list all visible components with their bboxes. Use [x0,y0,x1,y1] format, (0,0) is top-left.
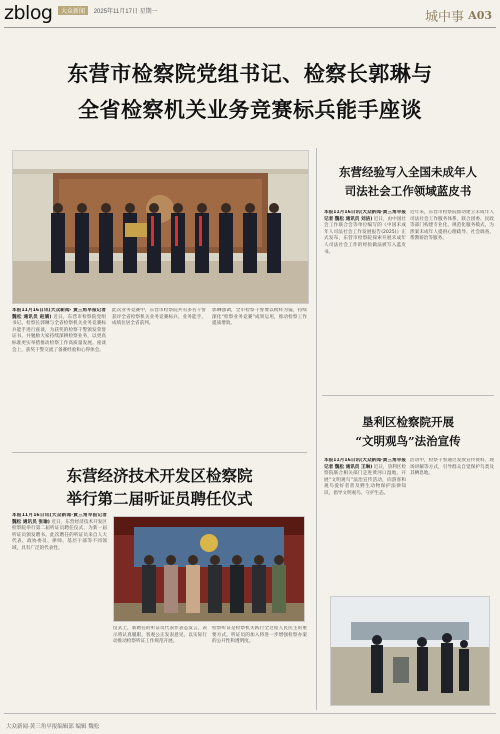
article4-body: 近日，东营经济技术开发区检察院举行第二届听证员聘任仪式，为新一届听证员颁发聘书。此次聘任的听证员来自人大代表、政协委员、律师、基层干部等不同领域，具有广泛的代表性。 [12,519,107,551]
page-footer: 大众新闻·黄三角早报编辑部 编辑 魏松 [6,724,100,730]
article1-photo [12,150,309,304]
article2-headline-line2: 司法社会工作领域蓝皮书 [344,184,472,198]
article1-body-2: 此次业务竞赛中，东营市检察院共有多名干警获评全省检察机关业务竞赛标兵、业务能手，成绩位居全省前列。 [112,308,206,327]
article1-column-1 [12,308,106,450]
article3-headline-line2: “文明观鸟”法治宣传 [355,434,461,448]
article2-divider [322,395,494,396]
article4-photo [113,516,305,622]
header-meta [58,6,158,15]
header-divider [4,27,496,28]
footer-divider [4,713,496,714]
article3-body-2: 活动中，检察干警通过发放宣传资料、现场讲解等方式，引导群众自觉保护鸟类及其栖息地。 [410,458,494,477]
article3-body: 近日，垦利区检察院联合相关部门走进黄河口湿地，开展“文明观鸟”法治宣传活动，向游客和观鸟爱好者普及野生动物保护法律知识，倡导文明观鸟、守护生态。 [324,464,406,496]
article3-photo [330,596,490,706]
article4-dateline: 本报11月16日讯(大众新闻·黄三角早报记者 魏松 通讯员 张瑜) [12,513,107,525]
article3-column-2 [410,458,494,588]
page-code: A03 [468,9,492,22]
article2-dateline: 本报11月16日讯(大众新闻·黄三角早报记者 魏松 通讯员 刘洁) [324,210,406,222]
article1-column-3 [212,308,307,450]
article4-body-3: 检察听证是检察机关践行全过程人民民主的重要方式，听证员的加入将进一步增强检察办案的公开性和透明度。 [212,626,307,645]
article2-column-2 [410,210,494,380]
issue-date: 2025年11月17日 星期一 [93,9,158,15]
article1-dateline-2: 黄三角早报记者 魏松 通讯员 赵婧) [12,308,106,320]
article4-top-divider [12,452,307,453]
article4-column-1 [12,513,107,709]
article4-headline-line2: 举行第二届听证员聘任仪式 [66,489,253,508]
column-divider [316,148,317,710]
article1-body: 近日，东营市检察院党组书记、检察长郭琳与全省检察机关业务竞赛标兵能手进行座谈，为获奖的检察干警颁发荣誉证书，并勉励大家持续深耕检察业务，以更高标准更实举措推动检察工作高质量发展。座谈会上，获奖干警交流了备赛经验和心得体会。 [12,314,106,353]
watermark-logo: zblog [4,2,53,24]
article2-body-2: 近年来，东营市检察院推动建立未成年人司法社会工作服务体系，联合团委、民政等部门构建专业化、规范化服务模式，为涉案未成年人提供心理疏导、社会调查、帮教矫治等服务。 [410,210,494,242]
article1-column-2 [112,308,206,450]
section-name: 城中事 [424,10,464,25]
article3-dateline: 本报11月16日讯(大众新闻·黄三角早报记者 魏松 通讯员 王琳) [324,458,406,470]
article2-column-1 [324,210,406,380]
article3-column-1 [324,458,406,588]
article1-body-3: 郭琳强调，全市检察干警要以榜样为镜，持续深化“检察业务竞赛”成果运用，推动检察工作提质增效。 [212,308,307,327]
article3-headline-line1: 垦利区检察院开展 [362,415,454,429]
main-headline-line1: 东营市检察院党组书记、检察长郭琳与 [67,61,433,86]
article1-dateline: 本报11月16日讯(大众新闻· [12,308,72,313]
article4-column-2 [113,626,207,709]
article2-headline-line1: 东营经验写入全国未成年人 [339,165,477,179]
article4-column-3 [212,626,307,709]
article2-body: 近日，由中国社会工作联合会等单位编写的《中国未成年人司法社会工作发展报告(2025)》正式发布，东营市检察院探索开展未成年人司法社会工作的经验做法被写入蓝皮书。 [324,216,406,255]
main-headline-line2: 全省检察机关业务竞赛标兵能手座谈 [78,97,422,122]
paper-tag: 大众新闻 [58,6,88,15]
article4-headline-line1: 东营经济技术开发区检察院 [66,466,253,485]
article4-body-2: 仪式上，新聘任的听证员代表作表态发言，表示将认真履职，客观公正发表意见，以实际行动推动检察听证工作规范开展。 [113,626,207,645]
